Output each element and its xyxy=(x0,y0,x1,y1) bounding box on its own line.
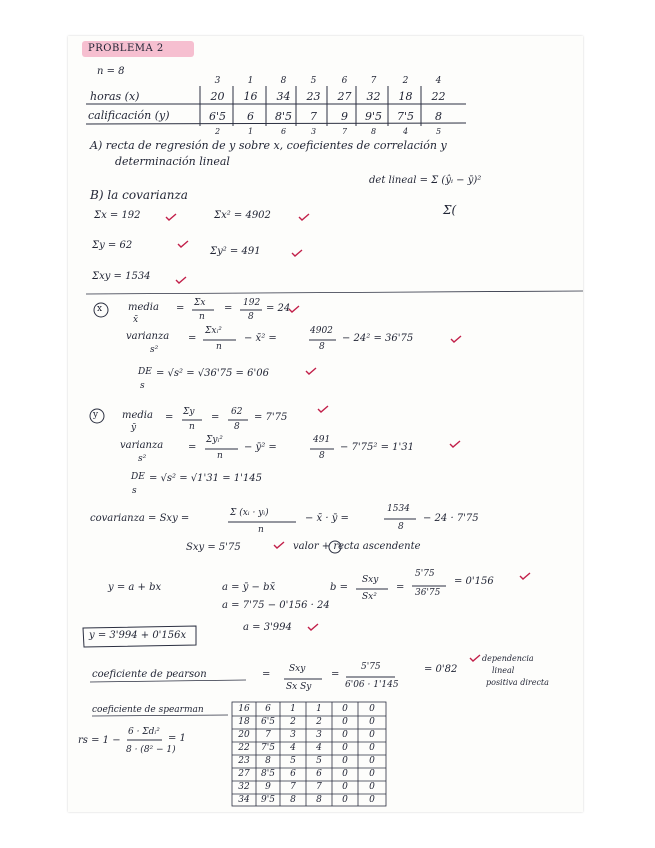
sum-xy: Σxy = 1534 xyxy=(92,271,151,282)
x-media-frac2-den: 8 xyxy=(248,312,254,322)
y-de-sym: s xyxy=(132,486,137,496)
y-var-result: − 7'75² = 1'31 xyxy=(340,442,414,453)
spearman-cell: 8 xyxy=(265,756,271,766)
page-title: PROBLEMA 2 xyxy=(88,43,164,54)
spearman-cell: 4 xyxy=(290,743,296,753)
y-var-label: varianza xyxy=(120,440,164,451)
x-de-sym: s xyxy=(140,381,145,391)
x-value: 32 xyxy=(366,90,381,103)
y-media-eq: = xyxy=(165,412,174,423)
y-var-eq: = xyxy=(188,442,197,453)
cov-mid: − x̄ · ȳ = xyxy=(305,513,349,524)
spearman-frac-num: 6 · Σdᵢ² xyxy=(128,727,160,737)
pearson-note1: dependencia xyxy=(482,654,534,663)
spearman-cell: 6 xyxy=(290,769,296,779)
pearson-eq: = xyxy=(262,669,271,680)
x-var-frac2-den: 8 xyxy=(319,342,325,352)
cov-frac2-num: 1534 xyxy=(387,504,410,514)
pearson-frac2-den: 6'06 · 1'145 xyxy=(345,680,399,690)
spearman-cell: 7 xyxy=(265,730,271,740)
pearson-note2: lineal xyxy=(492,666,515,675)
y-rank: 5 xyxy=(435,127,442,136)
y-media-frac1-den: n xyxy=(189,422,195,432)
y-rank: 1 xyxy=(247,127,254,136)
det-lineal: det lineal = Σ (ŷᵢ − ȳ)² xyxy=(369,175,482,186)
x-rank: 1 xyxy=(247,76,254,86)
spearman-cell: 7 xyxy=(316,782,322,792)
spearman-label: coeficiente de spearman xyxy=(92,705,204,715)
x-value: 20 xyxy=(210,90,225,103)
x-var-frac2-num: 4902 xyxy=(310,326,333,336)
y-rank: 6 xyxy=(280,127,287,136)
spearman-cell: 2 xyxy=(290,717,296,727)
spearman-cell: 0 xyxy=(369,730,375,740)
y-value: 6 xyxy=(247,110,254,123)
y-rank: 3 xyxy=(310,127,317,136)
pearson-underline xyxy=(90,680,246,682)
sum-y2: Σy² = 491 xyxy=(210,246,261,257)
spearman-cell: 0 xyxy=(342,769,348,779)
det-scribble: Σ( xyxy=(443,203,457,217)
marker-x: x xyxy=(97,304,103,314)
spearman-cell: 0 xyxy=(369,769,375,779)
pearson-frac2-num: 5'75 xyxy=(361,662,381,672)
spearman-cell: 27 xyxy=(238,769,250,779)
regression-b-frac-den: Sx² xyxy=(362,592,377,602)
marker-y: y xyxy=(93,410,99,420)
spearman-cell: 4 xyxy=(316,743,322,753)
x-var-result: − 24² = 36'75 xyxy=(342,333,414,344)
y-rank: 8 xyxy=(370,127,377,136)
spearman-frac-den: 8 · (8² − 1) xyxy=(126,745,176,755)
spearman-cell: 9'5 xyxy=(261,795,275,805)
row-x-label: horas (x) xyxy=(90,90,140,103)
y-value: 6'5 xyxy=(208,110,227,123)
y-rank: 7 xyxy=(341,127,348,136)
spearman-cell: 0 xyxy=(369,756,375,766)
cov-rest: − 24 · 7'75 xyxy=(423,513,479,524)
x-rank: 2 xyxy=(402,76,409,86)
part-a-line2: determinación lineal xyxy=(115,155,230,168)
row-y-label: calificación (y) xyxy=(88,109,170,122)
regression-b-label: b = xyxy=(330,582,348,593)
y-de-calc: = √s² = √1'31 = 1'145 xyxy=(149,473,262,484)
spearman-cell: 0 xyxy=(342,743,348,753)
spearman-cell: 7'5 xyxy=(261,743,275,753)
y-media-eq2: = xyxy=(211,412,220,423)
spearman-cell: 0 xyxy=(342,717,348,727)
x-rank: 4 xyxy=(435,76,442,86)
sum-x2: Σx² = 4902 xyxy=(214,210,271,221)
cov-frac2-den: 8 xyxy=(398,522,404,532)
regression-b-frac2-den: 36'75 xyxy=(415,588,441,598)
section-divider xyxy=(86,291,583,294)
y-rank: 4 xyxy=(402,127,409,136)
y-rank: 2 xyxy=(214,127,221,136)
spearman-cell: 0 xyxy=(342,756,348,766)
spearman-cell: 6'5 xyxy=(261,717,275,727)
y-var-frac2-num: 491 xyxy=(313,435,331,445)
spearman-cell: 6 xyxy=(265,704,271,714)
spearman-cell: 6 xyxy=(316,769,322,779)
x-rank: 7 xyxy=(370,76,377,86)
spearman-result: = 1 xyxy=(168,733,186,744)
y-var-frac-den: n xyxy=(217,451,223,461)
regression-a-formula: a = ȳ − bx̄ xyxy=(222,582,276,593)
pearson-result: = 0'82 xyxy=(424,664,458,675)
y-media-sym: ȳ xyxy=(131,423,137,433)
y-media-frac2-num: 62 xyxy=(231,407,243,417)
cov-frac-num: Σ (xᵢ · yᵢ) xyxy=(230,508,269,518)
part-b-heading: B) la covarianza xyxy=(90,188,188,202)
spearman-cell: 32 xyxy=(238,782,250,792)
y-media-result: = 7'75 xyxy=(254,412,288,423)
spearman-underline xyxy=(92,715,228,716)
x-var-mid: − x̄² = xyxy=(244,333,277,344)
pearson-eq2: = xyxy=(331,669,340,680)
spearman-cell: 22 xyxy=(238,743,250,753)
x-var-sym: s² xyxy=(150,345,159,355)
x-value: 16 xyxy=(243,90,258,103)
spearman-cell: 34 xyxy=(238,795,250,805)
x-de-calc: = √s² = √36'75 = 6'06 xyxy=(156,368,269,379)
y-value: 8'5 xyxy=(274,110,293,123)
x-value: 27 xyxy=(337,90,352,103)
spearman-cell: 23 xyxy=(238,756,250,766)
spearman-cell: 16 xyxy=(238,704,250,714)
spearman-cell: 0 xyxy=(369,717,375,727)
spearman-cell: 20 xyxy=(238,730,250,740)
spearman-cell: 8 xyxy=(316,795,322,805)
cov-frac-den: n xyxy=(258,525,264,535)
x-var-eq: = xyxy=(188,333,197,344)
spearman-cell: 0 xyxy=(369,704,375,714)
spearman-cell: 0 xyxy=(342,795,348,805)
x-media-frac2-num: 192 xyxy=(243,298,261,308)
y-var-mid: − ȳ² = xyxy=(244,442,277,453)
x-media-sym: x̄ xyxy=(133,315,139,325)
spearman-cell: 0 xyxy=(342,704,348,714)
x-value: 18 xyxy=(398,90,413,103)
x-media-result: = 24 xyxy=(266,303,291,314)
spearman-cell: 7 xyxy=(290,782,296,792)
x-value: 34 xyxy=(276,90,291,103)
regression-boxed: y = 3'994 + 0'156x xyxy=(89,630,187,641)
spearman-cell: 8 xyxy=(290,795,296,805)
y-media-label: media xyxy=(122,410,153,421)
x-media-eq2: = xyxy=(224,303,233,314)
pearson-frac-den: Sx Sy xyxy=(286,682,312,692)
y-media-frac1-num: Σy xyxy=(183,407,195,417)
y-value: 8 xyxy=(435,110,442,123)
y-value: 7'5 xyxy=(396,110,415,123)
x-rank: 3 xyxy=(214,76,221,86)
y-value: 9'5 xyxy=(364,110,383,123)
spearman-cell: 5 xyxy=(290,756,296,766)
x-rank: 6 xyxy=(341,76,348,86)
x-media-frac1-num: Σx xyxy=(194,298,206,308)
y-var-frac-num: Σyᵢ² xyxy=(206,435,223,445)
spearman-lhs: rs = 1 − xyxy=(78,735,121,746)
spearman-cell: 2 xyxy=(316,717,322,727)
x-media-eq: = xyxy=(176,303,185,314)
y-value: 7 xyxy=(310,110,317,123)
spearman-cell: 1 xyxy=(316,704,322,714)
x-media-frac1-den: n xyxy=(199,312,205,322)
spearman-cell: 8'5 xyxy=(261,769,275,779)
x-de-label: DE xyxy=(138,367,152,377)
regression-a-sub: a = 7'75 − 0'156 · 24 xyxy=(222,600,330,611)
y-var-frac2-den: 8 xyxy=(319,451,325,461)
x-var-frac-num: Σxᵢ² xyxy=(205,326,222,336)
cov-result: Sxy = 5'75 xyxy=(186,542,241,553)
regression-b-eq: = xyxy=(396,582,405,593)
x-rank: 8 xyxy=(280,76,287,86)
spearman-cell: 18 xyxy=(238,717,250,727)
cov-note: valor + recta ascendente xyxy=(293,541,421,552)
regression-b-frac2-num: 5'75 xyxy=(415,569,435,579)
regression-b-result: = 0'156 xyxy=(454,576,494,587)
spearman-cell: 3 xyxy=(290,730,296,740)
spearman-cell: 0 xyxy=(342,730,348,740)
y-media-frac2-den: 8 xyxy=(234,422,240,432)
cov-label: covarianza = Sxy = xyxy=(90,513,190,524)
sum-y: Σy = 62 xyxy=(92,240,133,251)
spearman-cell: 0 xyxy=(342,782,348,792)
y-value: 9 xyxy=(341,110,348,123)
spearman-cell: 0 xyxy=(369,795,375,805)
spearman-cell: 9 xyxy=(265,782,271,792)
spearman-cell: 0 xyxy=(369,743,375,753)
spearman-cell: 5 xyxy=(316,756,322,766)
part-a-line1: A) recta de regresión de y sobre x, coeficientes de correlación y xyxy=(90,139,447,152)
pearson-note3: positiva directa xyxy=(486,678,549,687)
spearman-cell: 0 xyxy=(369,782,375,792)
x-var-label: varianza xyxy=(126,331,170,342)
regression-a-result: a = 3'994 xyxy=(243,622,292,633)
x-value: 23 xyxy=(306,90,321,103)
spearman-cell: 1 xyxy=(290,704,296,714)
sum-x: Σx = 192 xyxy=(94,210,141,221)
x-var-frac-den: n xyxy=(216,342,222,352)
x-media-label: media xyxy=(128,302,159,313)
spearman-cell: 3 xyxy=(316,730,322,740)
y-var-sym: s² xyxy=(138,454,147,464)
pearson-label: coeficiente de pearson xyxy=(92,669,207,680)
regression-b-frac-num: Sxy xyxy=(362,575,379,585)
regression-model: y = a + bx xyxy=(108,582,162,593)
n-line: n = 8 xyxy=(97,66,125,77)
x-value: 22 xyxy=(431,90,446,103)
y-de-label: DE xyxy=(131,472,145,482)
x-rank: 5 xyxy=(310,76,317,86)
pearson-frac-num: Sxy xyxy=(289,664,306,674)
